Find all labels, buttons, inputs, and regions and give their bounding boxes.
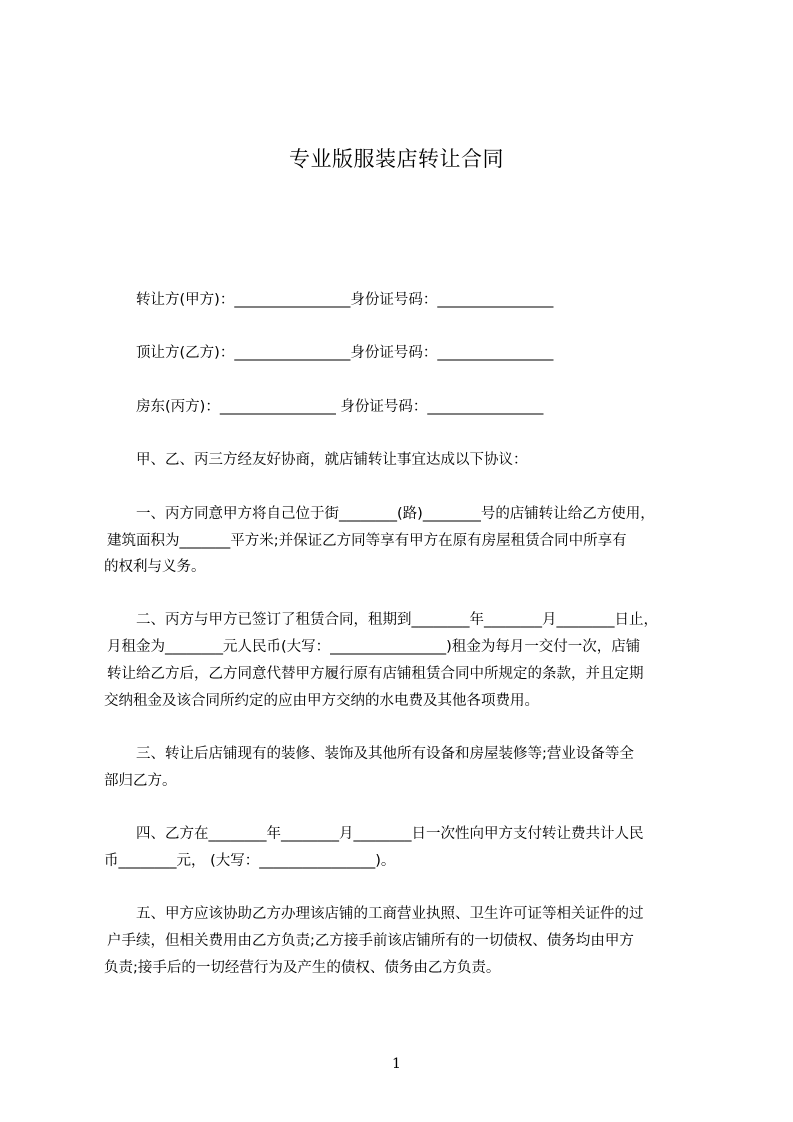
party-b-line: 顶让方(乙方)：________________身份证号码：________________ [136, 345, 554, 361]
page-number: 1 [392, 1056, 401, 1072]
party-c-line: 房东(丙方)：________________ 身份证号码：________________ [136, 399, 544, 415]
document-title: 专业版服装店转让合同 [289, 147, 504, 171]
clause-1-line-3: 的权利与义务。 [104, 559, 206, 575]
clause-3-line-1: 三、转让后店铺现有的装修、装饰及其他所有设备和房屋装修等;营业设备等全 [136, 746, 634, 762]
party-a-line: 转让方(甲方)：________________身份证号码：________________ [136, 292, 554, 308]
clause-2-line-2: 月租金为________元人民币(大写：________________)租金为每月一交付一次，店铺 [107, 639, 641, 655]
clause-2-line-4: 交纳租金及该合同所约定的应由甲方交纳的水电费及其他各项费用。 [104, 693, 539, 709]
clause-4-line-2: 币________元， (大写：________________)。 [104, 853, 396, 869]
clause-1-line-2: 建筑面积为_______平方米;并保证乙方同等享有甲方在原有房屋租赁合同中所享有 [107, 533, 627, 549]
agreement-intro: 甲、乙、丙三方经友好协商，就店铺转让事宜达成以下协议： [136, 452, 528, 468]
clause-4-line-1: 四、乙方在________年________月________日一次性向甲方支付转让费共计人民 [136, 826, 644, 842]
clause-2-line-3: 转让给乙方后，乙方同意代替甲方履行原有店铺租赁合同中所规定的条款，并且定期 [107, 666, 644, 682]
clause-3-line-2: 部归乙方。 [104, 773, 177, 789]
clause-5-line-1: 五、甲方应该协助乙方办理该店铺的工商营业执照、卫生许可证等相关证件的过 [136, 906, 644, 922]
clause-5-line-3: 负责;接手后的一切经营行为及产生的债权、债务由乙方负责。 [104, 960, 501, 976]
clause-5-line-2: 户手续，但相关费用由乙方负责;乙方接手前该店铺所有的一切债权、债务均由甲方 [107, 933, 634, 949]
clause-2-line-1: 二、丙方与甲方已签订了租赁合同，租期到________年________月________日止， [136, 612, 658, 628]
clause-1-line-1: 一、丙方同意甲方将自己位于街________(路)________号的店铺转让给乙方使用， [136, 506, 655, 522]
